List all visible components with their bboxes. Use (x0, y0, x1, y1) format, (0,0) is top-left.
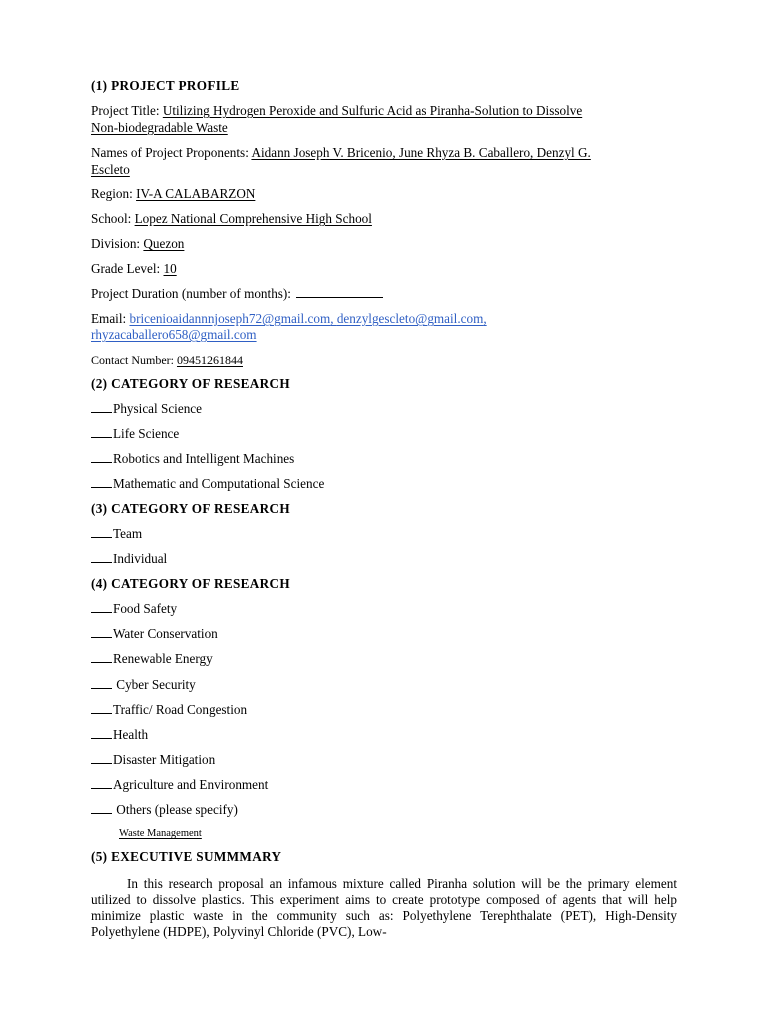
division-label: Division: (91, 236, 144, 251)
contact-label: Contact Number: (91, 353, 177, 367)
division-line (91, 236, 184, 252)
category-option (91, 451, 294, 467)
category-option (91, 777, 268, 793)
proponents-value: Aidann Joseph V. Bricenio, June Rhyza B. Caballero, Denzyl G. (251, 145, 591, 160)
email-link-1[interactable]: bricenioaidannnjoseph72@gmail.com (129, 311, 331, 326)
duration-label: Project Duration (number of months): (91, 286, 295, 301)
email-line-cont (91, 327, 257, 343)
grade-value: 10 (163, 261, 177, 276)
option-label: Agriculture and Environment (113, 777, 269, 792)
option-label: Team (113, 526, 143, 541)
checkbox-blank[interactable] (91, 727, 112, 739)
option-label: Traffic/ Road Congestion (113, 702, 248, 717)
proponents-value-cont: Escleto (91, 162, 130, 177)
duration-line (91, 286, 383, 302)
option-label: Disaster Mitigation (113, 752, 216, 767)
project-title-value-cont: Non-biodegradable Waste (91, 120, 228, 135)
project-title-line (91, 103, 582, 119)
section-5-heading: (5) EXECUTIVE SUMMMARY (91, 849, 282, 864)
checkbox-blank[interactable] (91, 777, 112, 789)
checkbox-blank[interactable] (91, 526, 112, 538)
checkbox-blank[interactable] (91, 601, 112, 613)
proponents-label: Names of Project Proponents: (91, 145, 252, 160)
duration-blank[interactable] (296, 286, 383, 298)
category-option (91, 551, 167, 567)
checkbox-blank[interactable] (91, 551, 112, 563)
category-option (91, 651, 213, 667)
checkbox-blank[interactable] (91, 451, 112, 463)
option-label: Physical Science (113, 401, 202, 416)
option-label: Cyber Security (113, 677, 196, 692)
email-separator-1: , (330, 311, 337, 326)
option-label: Mathematic and Computational Science (113, 476, 325, 491)
email-label: Email: (91, 311, 130, 326)
grade-line (91, 261, 177, 277)
option-label: Life Science (113, 426, 180, 441)
proponents-line (91, 145, 591, 161)
category-option (91, 752, 215, 768)
email-line (91, 311, 487, 327)
region-line (91, 186, 255, 202)
category-option (91, 601, 177, 617)
category-option (91, 727, 148, 743)
school-label: School: (91, 211, 135, 226)
section-4-heading: (4) CATEGORY OF RESEARCH (91, 576, 291, 591)
email-link-3[interactable]: rhyzacaballero658@gmail.com (91, 327, 257, 342)
checkbox-blank[interactable] (91, 426, 112, 438)
option-label: Renewable Energy (113, 651, 213, 666)
checkbox-blank[interactable] (91, 401, 112, 413)
checkbox-blank[interactable] (91, 651, 112, 663)
contact-line (91, 352, 243, 368)
others-specify-value: Waste Management (119, 828, 202, 839)
checkbox-blank[interactable] (91, 702, 112, 714)
contact-value: 09451261844 (176, 353, 243, 367)
option-label: Water Conservation (113, 626, 218, 641)
executive-summary-text: In this research proposal an infamous mixture called Piranha solution will be the primary element utilized to dissolve plastics. This experiment aims to create prototype composed of agents that will help minimize plastic waste in the community such as: Polyethylene Terephthalate (PET), High-Density Polyethylene (HDPE), Polyvinyl Chloride (PVC), Low- (91, 876, 677, 939)
category-option (91, 802, 238, 818)
division-value: Quezon (143, 236, 185, 251)
section-3-heading: (3) CATEGORY OF RESEARCH (91, 501, 291, 516)
option-label: Robotics and Intelligent Machines (113, 451, 295, 466)
category-option (91, 476, 324, 492)
region-value: IV-A CALABARZON (136, 186, 256, 201)
checkbox-blank[interactable] (91, 752, 112, 764)
category-option (91, 426, 179, 442)
grade-label: Grade Level: (91, 261, 164, 276)
checkbox-blank[interactable] (91, 476, 112, 488)
region-label: Region: (91, 186, 137, 201)
executive-summary-paragraph (91, 876, 677, 940)
section-2-heading: (2) CATEGORY OF RESEARCH (91, 376, 291, 391)
project-title-value: Utilizing Hydrogen Peroxide and Sulfuric Acid as Piranha-Solution to Dissolve (162, 103, 583, 118)
school-line (91, 211, 372, 227)
category-option (91, 677, 196, 693)
school-value: Lopez National Comprehensive High School (134, 211, 372, 226)
checkbox-blank[interactable] (91, 677, 112, 689)
section-1-heading: (1) PROJECT PROFILE (91, 78, 240, 93)
checkbox-blank[interactable] (91, 626, 112, 638)
project-title-label: Project Title: (91, 103, 163, 118)
option-label: Food Safety (113, 601, 178, 616)
category-option (91, 702, 247, 718)
option-label: Health (113, 727, 149, 742)
checkbox-blank[interactable] (91, 802, 112, 814)
category-option (91, 526, 142, 542)
category-option (91, 626, 218, 642)
email-separator-2: , (483, 311, 487, 326)
category-option (91, 401, 202, 417)
email-link-2[interactable]: denzylgescleto@gmail.com (336, 311, 484, 326)
option-label: Individual (113, 551, 168, 566)
option-label: Others (please specify) (113, 802, 238, 817)
